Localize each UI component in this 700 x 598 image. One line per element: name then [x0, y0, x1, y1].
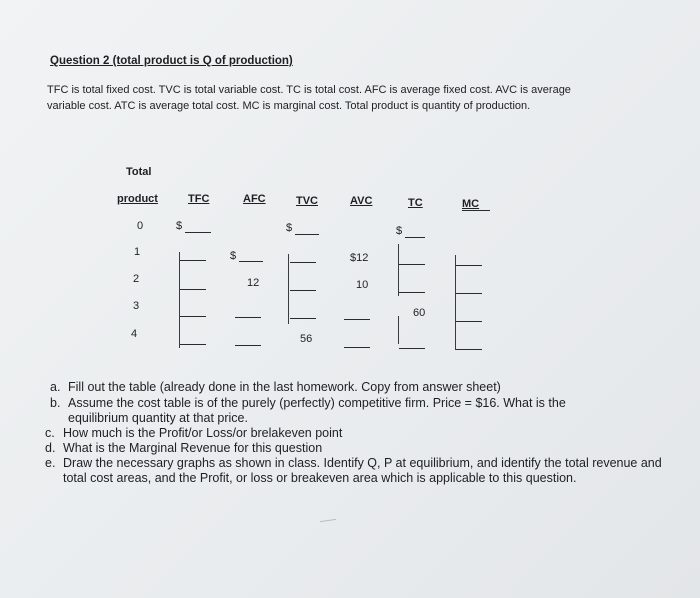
mc-column-mark: [455, 255, 456, 350]
header-product: product: [117, 193, 158, 205]
row3-mc-blank[interactable]: [456, 321, 482, 322]
tc-column-mark-upper: [398, 244, 399, 296]
row1-tfc-blank[interactable]: [180, 260, 206, 261]
row0-product: 0: [137, 220, 144, 232]
row1-tvc-blank[interactable]: [290, 262, 316, 263]
task-list: [45, 380, 680, 486]
row2-tfc-blank[interactable]: [180, 289, 206, 290]
row4-mc-blank[interactable]: [456, 349, 482, 350]
task-c: c. How much is the Profit/or Loss/or brelakeven point: [45, 426, 343, 440]
row1-avc-value: $12: [350, 252, 369, 264]
row2-afc-value: 12: [247, 277, 260, 289]
header-mc: MC: [462, 198, 480, 210]
row1-afc-dollar: $: [230, 250, 237, 262]
row2-mc-blank[interactable]: [456, 293, 482, 294]
task-b: b. Assume the cost table is of the purely (perfectly) competitive firm. Price = $16. What is the equilibrium quantity at that price.: [50, 396, 566, 425]
task-a: a. Fill out the table (already done in the last homework. Copy from answer sheet): [50, 380, 501, 394]
row0-tfc-blank[interactable]: [185, 232, 211, 233]
row1-tc-blank[interactable]: [399, 264, 425, 265]
row3-tfc-blank[interactable]: [180, 316, 206, 317]
row1-afc-blank[interactable]: [239, 261, 263, 262]
row1-mc-blank[interactable]: [456, 265, 482, 266]
row4-tvc-value: 56: [300, 333, 313, 345]
row0-tvc-dollar: $: [286, 222, 293, 234]
row0-tc-blank[interactable]: [405, 237, 425, 238]
row4-tc-blank[interactable]: [399, 348, 425, 349]
tfc-column-mark: [179, 252, 180, 348]
header-avc: AVC: [350, 195, 373, 207]
row2-product: 2: [133, 273, 140, 285]
header-tfc: TFC: [188, 193, 210, 205]
row0-tfc-dollar: $: [176, 220, 183, 232]
mc-header-underline: [462, 210, 490, 211]
row4-product: 4: [131, 328, 138, 340]
row4-tfc-blank[interactable]: [180, 344, 206, 345]
row2-avc-value: 10: [356, 279, 369, 291]
row0-tc-dollar: $: [396, 225, 403, 237]
tvc-column-mark: [288, 254, 289, 324]
question-intro: TFC is total fixed cost. TVC is total variable cost. TC is total cost. AFC is average fixed cost. AVC is average variable cost. ATC is average total cost. MC is marginal cost. Total product is quantity of production.: [47, 84, 571, 112]
task-d: d. What is the Marginal Revenue for this question: [45, 441, 323, 455]
row2-tvc-blank[interactable]: [290, 290, 316, 291]
stray-pen-mark: [320, 519, 336, 522]
row3-afc-blank[interactable]: [235, 317, 261, 318]
row2-tc-blank[interactable]: [399, 292, 425, 293]
row3-tc-value: 60: [413, 307, 426, 319]
row1-product: 1: [134, 246, 141, 258]
header-tvc: TVC: [296, 195, 318, 207]
row4-afc-blank[interactable]: [235, 345, 261, 346]
header-tc: TC: [408, 197, 423, 209]
task-e: e. Draw the necessary graphs as shown in class. Identify Q, P at equilibrium, and identify the total revenue and total cost areas, and the Profit, or loss or breakeven area which is applicable to this question.: [45, 456, 662, 485]
tc-column-mark-lower: [398, 316, 399, 344]
row3-product: 3: [133, 300, 140, 312]
header-afc: AFC: [243, 193, 266, 205]
question-title: Question 2 (total product is Q of production): [50, 55, 293, 67]
row3-avc-blank[interactable]: [344, 319, 370, 320]
row4-avc-blank[interactable]: [344, 347, 370, 348]
row3-tvc-blank[interactable]: [290, 318, 316, 319]
row0-tvc-blank[interactable]: [295, 234, 319, 235]
header-total: Total: [126, 166, 152, 178]
